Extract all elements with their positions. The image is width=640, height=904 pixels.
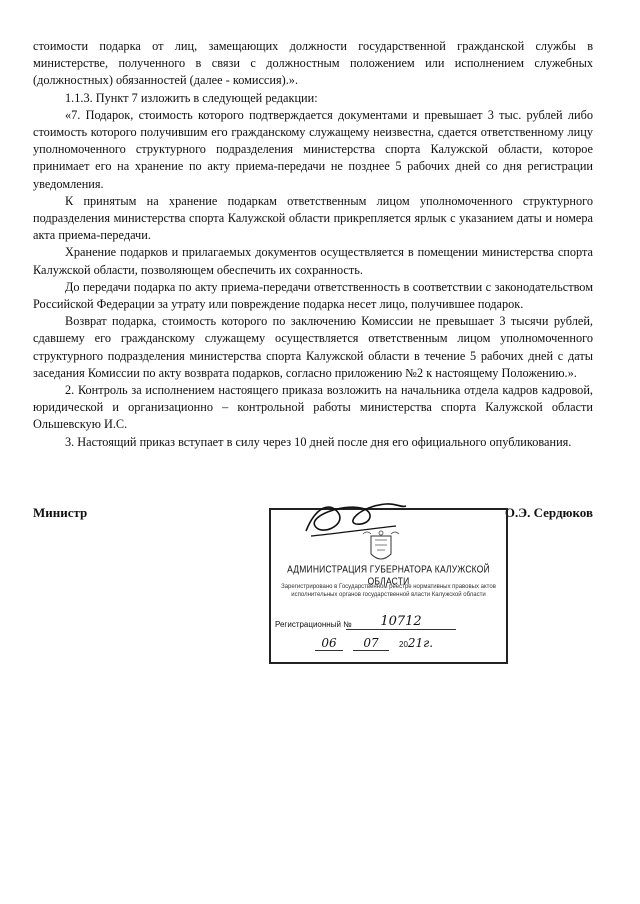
paragraph: Возврат подарка, стоимость которого по заключению Комиссии не превышает 3 тысячи рублей, сдавшему его гражданскому служащему осуществляется ответственным лицом уполномоченного структурного подразделения министерства спорта Калужской области в течение 5 рабочих дней с даты заседания Комиссии по акту возврата подарков, согласно приложению №2 к настоящему Положению.». (33, 314, 593, 380)
paragraph: До передачи подарка по акту приема-передачи ответственность в соответствии с законодательством Российской Федерации за утрату или повреждение подарка несет лицо, получившее подарок. (33, 279, 593, 312)
paragraph: Хранение подарков и прилагаемых документов осуществляется в помещении министерства спорта Калужской области, позволяющем обеспечить их сохранность. (33, 245, 593, 277)
stamp-reg-label: Регистрационный № (275, 620, 352, 629)
stamp-date-year (399, 636, 433, 650)
paragraph: стоимости подарка от лиц, замещающих должности государственной гражданской службы в министерстве, полученного в связи с должностным положением или исполнением служебных (должностных) обязанностей (далее - комиссия).». (33, 39, 593, 88)
stamp-reg-number: 10712 (346, 614, 456, 630)
paragraph: 3. Настоящий приказ вступает в силу через 10 дней после дня его официального опубликования. (65, 434, 572, 449)
document-body (33, 38, 593, 451)
paragraph: 2. Контроль за исполнением настоящего приказа возложить на начальника отдела кадров кадровой, юридической и организационно – контрольной работы министерства спорта Калужской области Ольшевскую И.С. (33, 383, 593, 432)
stamp-date (315, 636, 433, 651)
paragraph: 1.1.3. Пункт 7 изложить в следующей редакции: (65, 90, 318, 105)
stamp-date-day: 06 (315, 636, 343, 651)
stamp-date-year-suffix: 21г. (407, 636, 434, 650)
registration-stamp (269, 508, 508, 664)
signatory-title: Министр (33, 505, 88, 520)
signature-block (33, 505, 593, 675)
document-page (33, 38, 593, 650)
signatory-name: О.Э. Сердюков (504, 505, 593, 520)
stamp-text: Зарегистрировано в Государственном реестре нормативных правовых актов исполнительных органов государственной власти Калужской области (281, 584, 496, 598)
stamp-date-year-prefix: 20 (399, 640, 408, 649)
paragraph: К принятым на хранение подаркам ответственным лицом уполномоченного структурного подразделения министерства спорта Калужской области прикрепляется ярлык с указанием даты и номера акта приема-передачи. (33, 193, 593, 243)
stamp-title: АДМИНИСТРАЦИЯ ГУБЕРНАТОРА КАЛУЖСКОЙ ОБЛАСТИ (287, 563, 490, 587)
paragraph: «7. Подарок, стоимость которого подтверждается документами и превышает 3 тыс. рублей либо стоимость которого получившим его гражданскому служащему неизвестна, сдается ответственному лицу уполномоченного структурного подразделения министерства спорта Калужской области, которое принимает его на хранение по акту приема-передачи не позднее 5 рабочих дней со дня регистрации уведомления. (33, 107, 593, 191)
stamp-date-month: 07 (353, 636, 389, 651)
